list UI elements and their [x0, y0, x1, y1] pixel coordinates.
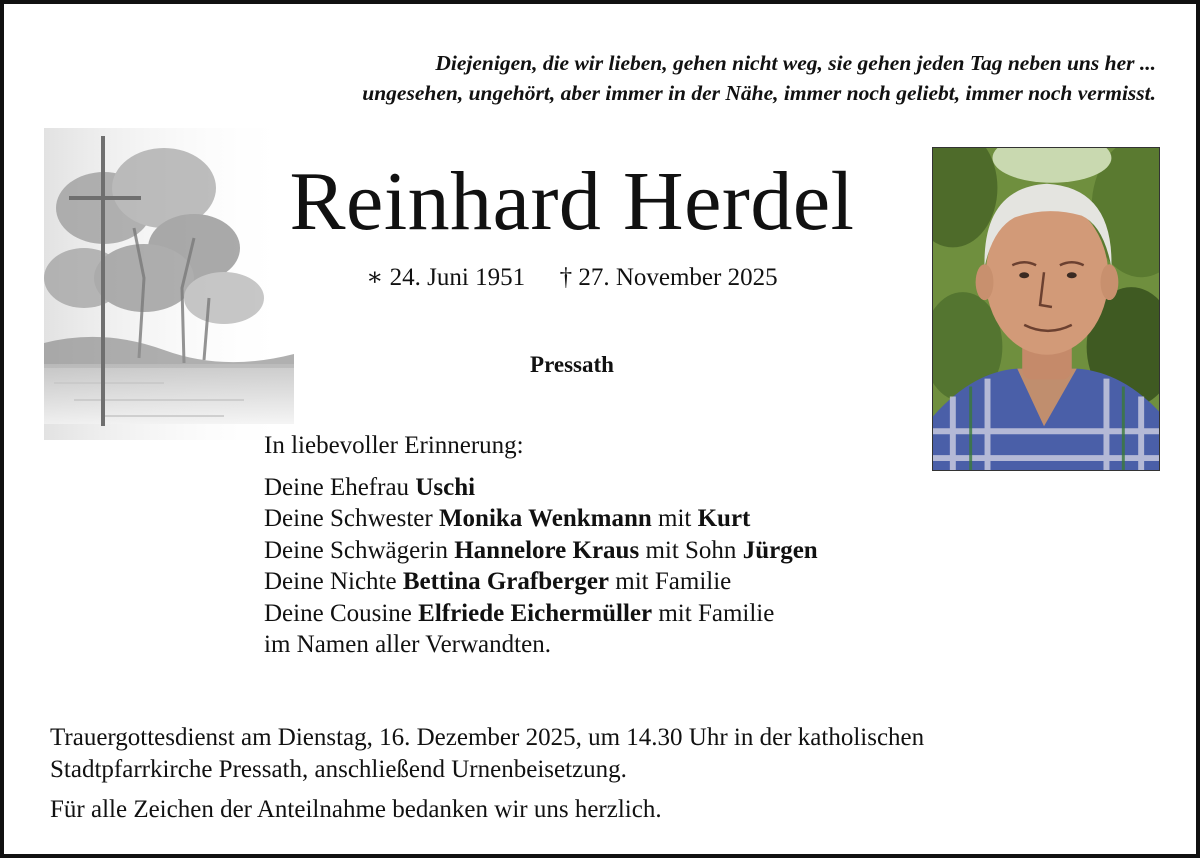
mourner-relation-text: mit Familie — [652, 599, 775, 627]
birth-symbol: ∗ — [366, 264, 384, 291]
mourner-relation-text: Deine Schwester — [264, 505, 439, 532]
thanks-note: Für alle Zeichen der Anteilnahme bedanken wir uns herzlich. — [50, 796, 662, 823]
deceased-name: Reinhard Herdel — [289, 155, 855, 248]
mourner-relation-text: im Namen aller Verwandten. — [264, 631, 551, 658]
mourner-relation-text: Deine Nichte — [264, 568, 403, 595]
mourner-relation-text: mit — [651, 505, 698, 532]
mourner-line — [264, 503, 818, 535]
mourners-list — [264, 430, 818, 661]
life-dates — [254, 262, 890, 294]
death-symbol: † — [559, 264, 573, 291]
hometown: Pressath — [530, 352, 614, 377]
mourner-relation-text: mit Familie — [609, 568, 732, 595]
mourner-relation-text: Deine Ehefrau — [264, 473, 416, 501]
mourners-intro: In liebevoller Erinnerung: — [264, 432, 524, 459]
quote-line-2: ungesehen, ungehört, aber immer in der Nähe, immer noch geliebt, immer noch vermisst. — [362, 81, 1156, 105]
quote-line-1: Diejenigen, die wir lieben, gehen nicht weg, sie gehen jeden Tag neben uns her ... — [435, 51, 1156, 75]
service-line-2: Stadtpfarrkirche Pressath, anschließend Urnenbeisetzung. — [50, 756, 627, 783]
mourner-name: Jürgen — [742, 536, 818, 564]
ear-right — [1101, 264, 1119, 300]
mourner-name: Elfriede Eichermüller — [418, 599, 653, 627]
mourner-name: Hannelore Kraus — [454, 536, 640, 564]
mourner-relation-text: Deine Schwägerin — [264, 536, 455, 564]
birth-date: 24. Juni 1951 — [389, 264, 526, 291]
mourner-relation-text: Deine Cousine — [264, 599, 419, 627]
mourner-name: Bettina Grafberger — [402, 568, 610, 595]
mourner-name: Kurt — [697, 505, 751, 532]
service-information — [50, 722, 924, 826]
mourner-line — [264, 472, 818, 504]
mourner-name: Monika Wenkmann — [438, 505, 652, 532]
mourner-line — [264, 535, 818, 567]
memorial-quote — [44, 48, 1156, 108]
mourner-line — [264, 566, 818, 598]
mourner-lines — [264, 472, 818, 661]
death-date: 27. November 2025 — [578, 264, 778, 291]
ear-left — [976, 264, 994, 300]
mourner-relation-text: mit Sohn — [639, 536, 743, 564]
mourner-line — [264, 629, 818, 661]
service-line-1: Trauergottesdienst am Dienstag, 16. Dezember 2025, um 14.30 Uhr in der katholischen — [50, 724, 925, 751]
mourner-line — [264, 598, 818, 630]
mourner-name: Uschi — [415, 473, 476, 501]
portrait-photo — [932, 147, 1160, 471]
